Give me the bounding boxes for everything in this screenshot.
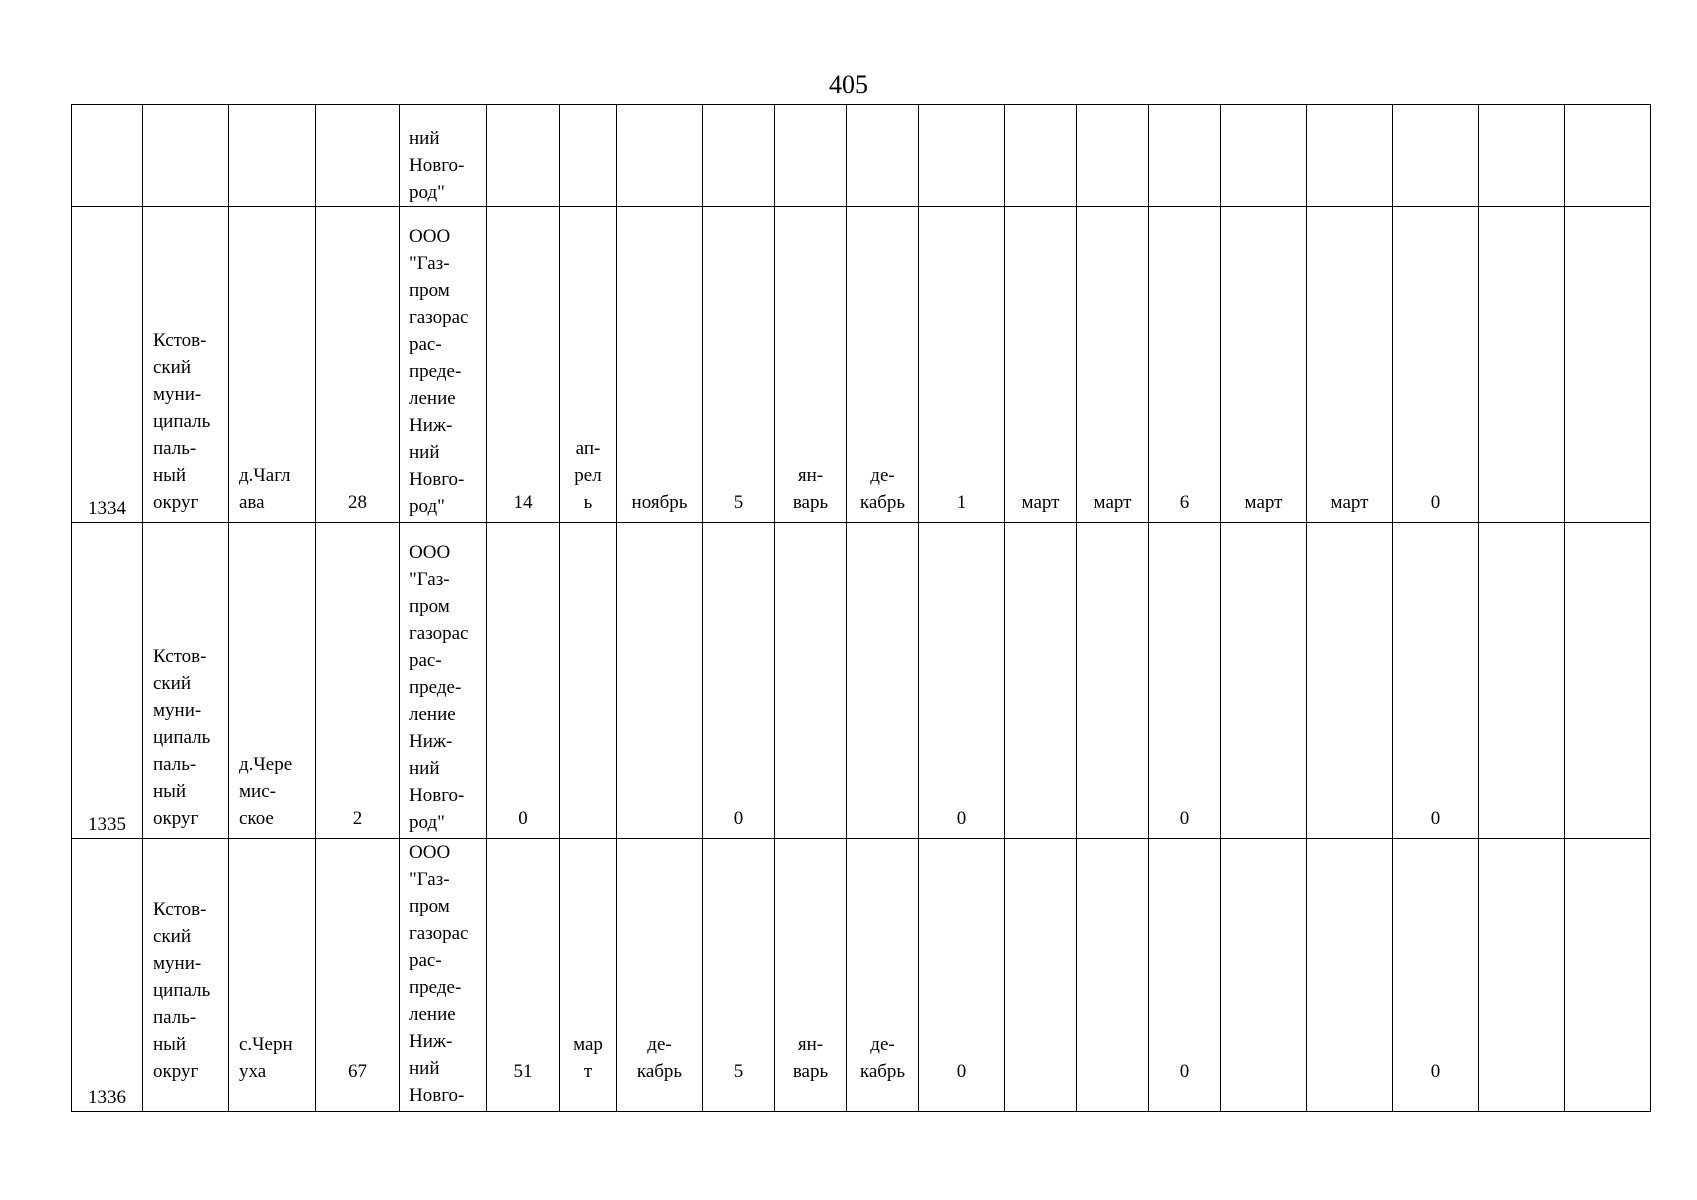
table-row: [72, 839, 1651, 1112]
row-id-cell: 1335: [72, 523, 143, 839]
table-cell: [617, 523, 703, 839]
settlement-cell: д.Чере мис- ское: [229, 523, 316, 839]
table-cell: де- кабрь: [847, 207, 919, 523]
table-cell: [1005, 523, 1077, 839]
settlement-cell: с.Черн уха: [229, 839, 316, 1112]
table-cell: [1479, 105, 1565, 207]
table-cell: [1005, 839, 1077, 1112]
table-cell: [1565, 839, 1651, 1112]
data-table: [71, 104, 1651, 1112]
table-cell: 5: [703, 839, 775, 1112]
table-cell: 0: [1393, 839, 1479, 1112]
table-cell: 0: [919, 523, 1005, 839]
table-cell: 14: [487, 207, 560, 523]
org-cell: ООО "Газ- пром газорас рас- преде- ление Ниж- ний Новго- род": [400, 207, 487, 523]
table-cell: [1077, 523, 1149, 839]
table-cell: [703, 105, 775, 207]
page-number: 405: [829, 70, 868, 99]
table-cell: 67: [316, 839, 400, 1112]
table-cell: де- кабрь: [617, 839, 703, 1112]
table-cell: [775, 523, 847, 839]
table-cell: [72, 105, 143, 207]
table-cell: [1005, 105, 1077, 207]
table-cell: ап- рел ь: [560, 207, 617, 523]
table-cell: март: [1005, 207, 1077, 523]
table-cell: 0: [1149, 839, 1221, 1112]
table-cell: 51: [487, 839, 560, 1112]
table-cell: ноябрь: [617, 207, 703, 523]
table-cell: 0: [1393, 523, 1479, 839]
table-cell: 1: [919, 207, 1005, 523]
table-cell: [1077, 839, 1149, 1112]
table-cell: 28: [316, 207, 400, 523]
table-cell: [1221, 839, 1307, 1112]
table-cell: ян- варь: [775, 839, 847, 1112]
table-cell: март: [1077, 207, 1149, 523]
org-cell: ООО "Газ- пром газорас рас- преде- ление Ниж- ний Новго- род": [400, 523, 487, 839]
table-cell: [487, 105, 560, 207]
table-cell: [1479, 839, 1565, 1112]
table-cell: [316, 105, 400, 207]
org-cell: ний Новго- род": [400, 105, 487, 207]
table-cell: [1307, 105, 1393, 207]
district-cell: Кстов- ский муни- ципаль паль- ный округ: [143, 207, 229, 523]
table-cell: [1479, 523, 1565, 839]
table-row: [72, 523, 1651, 839]
table-cell: март: [1221, 207, 1307, 523]
table-cell: [1149, 105, 1221, 207]
table-cell: [1307, 523, 1393, 839]
row-id-cell: 1334: [72, 207, 143, 523]
table-cell: 0: [1149, 523, 1221, 839]
table-cell: [560, 105, 617, 207]
table-cell: 5: [703, 207, 775, 523]
table-cell: [847, 105, 919, 207]
table-cell: 6: [1149, 207, 1221, 523]
table-row-continuation: [72, 105, 1651, 207]
table-cell: де- кабрь: [847, 839, 919, 1112]
district-cell: Кстов- ский муни- ципаль паль- ный округ: [143, 523, 229, 839]
table-cell: [1221, 105, 1307, 207]
table-cell: ян- варь: [775, 207, 847, 523]
table-cell: [1393, 105, 1479, 207]
table-cell: [1479, 207, 1565, 523]
table-cell: [1307, 839, 1393, 1112]
table-cell: 0: [1393, 207, 1479, 523]
row-id-cell: 1336: [72, 839, 143, 1112]
table-cell: [1565, 207, 1651, 523]
district-cell: Кстов- ский муни- ципаль паль- ный округ: [143, 839, 229, 1112]
table-cell: [847, 523, 919, 839]
table-cell: [560, 523, 617, 839]
table-cell: [617, 105, 703, 207]
table-cell: [1077, 105, 1149, 207]
table-cell: [1565, 523, 1651, 839]
table-cell: 2: [316, 523, 400, 839]
settlement-cell: д.Чагл ава: [229, 207, 316, 523]
table-cell: мар т: [560, 839, 617, 1112]
table-row: [72, 207, 1651, 523]
table-cell: [775, 105, 847, 207]
table-cell: 0: [919, 839, 1005, 1112]
table-cell: [919, 105, 1005, 207]
table-cell: 0: [487, 523, 560, 839]
table-cell: 0: [703, 523, 775, 839]
table-cell: март: [1307, 207, 1393, 523]
table-cell: [1565, 105, 1651, 207]
table-cell: [143, 105, 229, 207]
table-cell: [1221, 523, 1307, 839]
org-cell: ООО "Газ- пром газорас рас- преде- ление Ниж- ний Новго-: [400, 839, 487, 1112]
table-cell: [229, 105, 316, 207]
